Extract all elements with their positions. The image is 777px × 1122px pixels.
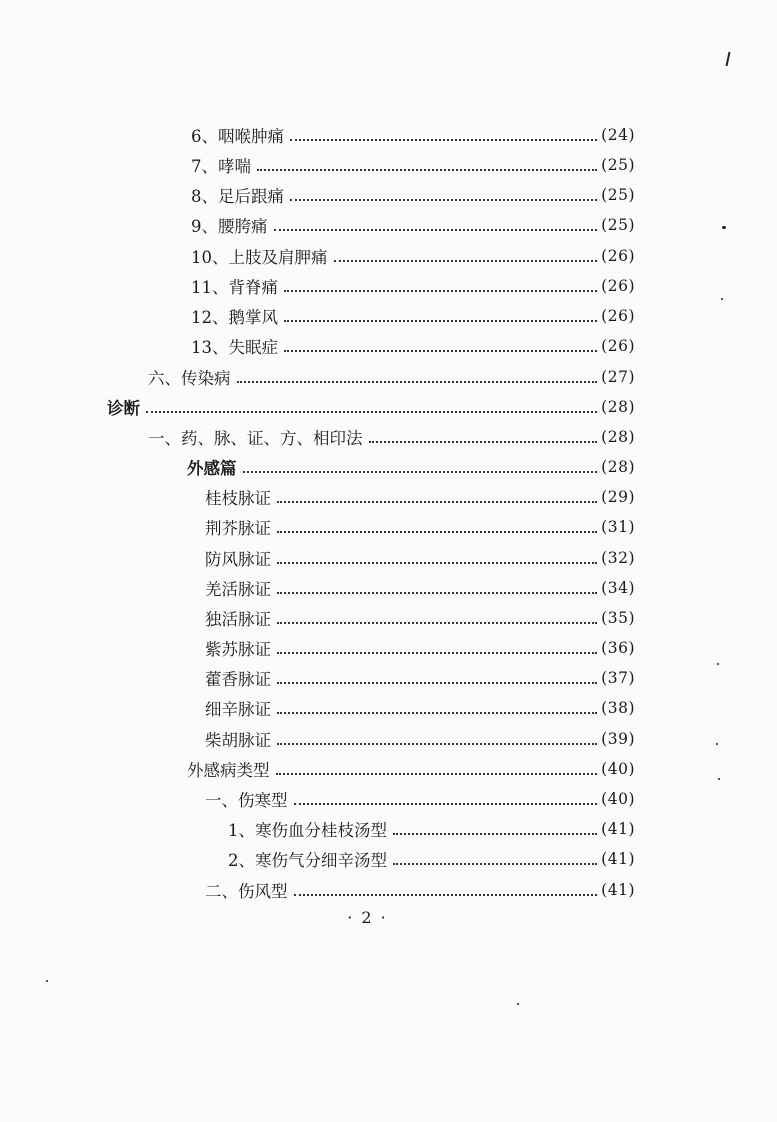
toc-entry-page: (26): [601, 307, 635, 325]
toc-entry-title: 六、传染病: [148, 369, 231, 388]
toc-entry-page: (27): [601, 368, 635, 386]
toc-entry-page: (26): [601, 337, 635, 355]
toc-entry-page: (41): [601, 850, 635, 868]
toc-dot-leader: [284, 319, 597, 322]
toc-entry-title: 11、背脊痛: [191, 278, 278, 297]
toc-entry: [148, 362, 635, 392]
toc-entry: [187, 452, 635, 482]
toc-dot-leader: [277, 742, 597, 745]
toc-entry: [191, 271, 635, 301]
toc-entry: [191, 241, 635, 271]
toc-dot-leader: [243, 470, 598, 473]
toc-entry-page: (25): [601, 186, 635, 204]
scan-speck: [718, 778, 720, 780]
toc-entry-page: (35): [601, 609, 635, 627]
toc-entry: [191, 210, 635, 240]
toc-entry: [205, 543, 635, 573]
toc-dot-leader: [237, 380, 598, 383]
toc-entry-page: (28): [601, 458, 635, 476]
toc-dot-leader: [277, 681, 597, 684]
toc-entry-page: (26): [601, 247, 635, 265]
toc-entry-title: 2、寒伤气分细辛汤型: [228, 851, 387, 870]
scan-speck: [721, 298, 723, 300]
toc-entry-page: (29): [601, 488, 635, 506]
toc-entry-title: 诊断: [107, 399, 140, 418]
toc-entry-title: 9、腰胯痛: [191, 217, 268, 236]
toc-entry-title: 藿香脉证: [205, 670, 271, 689]
toc-entry-title: 羌活脉证: [205, 580, 271, 599]
toc-entry: [191, 180, 635, 210]
toc-dot-leader: [334, 259, 598, 262]
toc-entry: [107, 392, 635, 422]
toc-dot-leader: [290, 138, 597, 141]
toc-entry-title: 独活脉证: [205, 610, 271, 629]
toc-dot-leader: [284, 289, 597, 292]
toc-entry-title: 1、寒伤血分桂枝汤型: [228, 821, 387, 840]
toc-entry: [205, 603, 635, 633]
toc-entry-page: (34): [601, 579, 635, 597]
toc-entry-page: (41): [601, 820, 635, 838]
toc-entry-title: 12、鹅掌风: [191, 308, 278, 327]
toc-dot-leader: [294, 802, 598, 805]
toc-entry-title: 二、伤风型: [205, 882, 288, 901]
toc-dot-leader: [294, 893, 598, 896]
toc-entry: [205, 693, 635, 723]
toc-entry-page: (25): [601, 156, 635, 174]
toc-entry-page: (24): [601, 126, 635, 144]
toc-entry: [191, 120, 635, 150]
toc-entry-page: (40): [601, 790, 635, 808]
toc-dot-leader: [277, 530, 597, 533]
toc-dot-leader: [277, 591, 597, 594]
toc-entry-page: (39): [601, 730, 635, 748]
toc-entry: [191, 331, 635, 361]
toc-entry-page: (38): [601, 699, 635, 717]
toc-entry-page: (41): [601, 881, 635, 899]
toc-entry-title: 荆芥脉证: [205, 519, 271, 538]
toc-dot-leader: [277, 561, 597, 564]
toc-entry: [148, 422, 635, 452]
toc-entry: [191, 150, 635, 180]
scan-speck: [517, 1003, 519, 1005]
toc-entry-page: (32): [601, 549, 635, 567]
scan-mark: [726, 52, 731, 66]
toc-entry: [187, 754, 635, 784]
toc-dot-leader: [277, 500, 597, 503]
toc-entry-title: 10、上肢及肩胛痛: [191, 248, 328, 267]
toc-entry: [191, 301, 635, 331]
toc-dot-leader: [146, 410, 597, 413]
scan-speck: [46, 980, 48, 982]
toc-entry-title: 8、足后跟痛: [191, 187, 284, 206]
toc-dot-leader: [393, 862, 597, 865]
toc-entry-page: (36): [601, 639, 635, 657]
toc-entry: [205, 784, 635, 814]
toc-dot-leader: [393, 832, 597, 835]
toc-entry-title: 一、伤寒型: [205, 791, 288, 810]
toc-entry: [205, 482, 635, 512]
toc-entry-page: (31): [601, 518, 635, 536]
toc-entry-page: (28): [601, 398, 635, 416]
toc-entry: [205, 724, 635, 754]
scan-speck: [717, 663, 719, 665]
toc-entry-title: 细辛脉证: [205, 700, 271, 719]
toc-entry-page: (37): [601, 669, 635, 687]
toc-dot-leader: [277, 711, 597, 714]
scan-speck: [722, 226, 726, 229]
toc-dot-leader: [277, 621, 597, 624]
toc-entry-page: (40): [601, 760, 635, 778]
toc-dot-leader: [276, 772, 598, 775]
toc-dot-leader: [290, 198, 597, 201]
toc-entry: [205, 663, 635, 693]
toc-entry-title: 7、哮喘: [191, 157, 251, 176]
toc-dot-leader: [369, 440, 598, 443]
toc-entry-page: (25): [601, 216, 635, 234]
toc-dot-leader: [277, 651, 597, 654]
toc-entry-page: (28): [601, 428, 635, 446]
toc-entry-title: 6、咽喉肿痛: [191, 127, 284, 146]
toc-entry-title: 一、药、脉、证、方、相印法: [148, 429, 363, 448]
toc-entry-page: (26): [601, 277, 635, 295]
scan-speck: [716, 743, 718, 745]
toc-entry-title: 防风脉证: [205, 550, 271, 569]
toc-entry: [228, 814, 635, 844]
toc-entry: [205, 573, 635, 603]
toc-entry-title: 柴胡脉证: [205, 731, 271, 750]
toc-entry-title: 外感篇: [187, 459, 237, 478]
toc-entry-title: 桂枝脉证: [205, 489, 271, 508]
toc-dot-leader: [284, 349, 597, 352]
toc-entry-title: 紫苏脉证: [205, 640, 271, 659]
toc-entry: [205, 633, 635, 663]
toc-dot-leader: [274, 228, 598, 231]
toc-entry: [228, 844, 635, 874]
page-number: · 2 ·: [347, 908, 388, 927]
toc-entry: [205, 512, 635, 542]
toc-dot-leader: [257, 168, 597, 171]
toc-entry-title: 外感病类型: [187, 761, 270, 780]
toc-entry: [205, 875, 635, 905]
toc-entry-title: 13、失眠症: [191, 338, 278, 357]
